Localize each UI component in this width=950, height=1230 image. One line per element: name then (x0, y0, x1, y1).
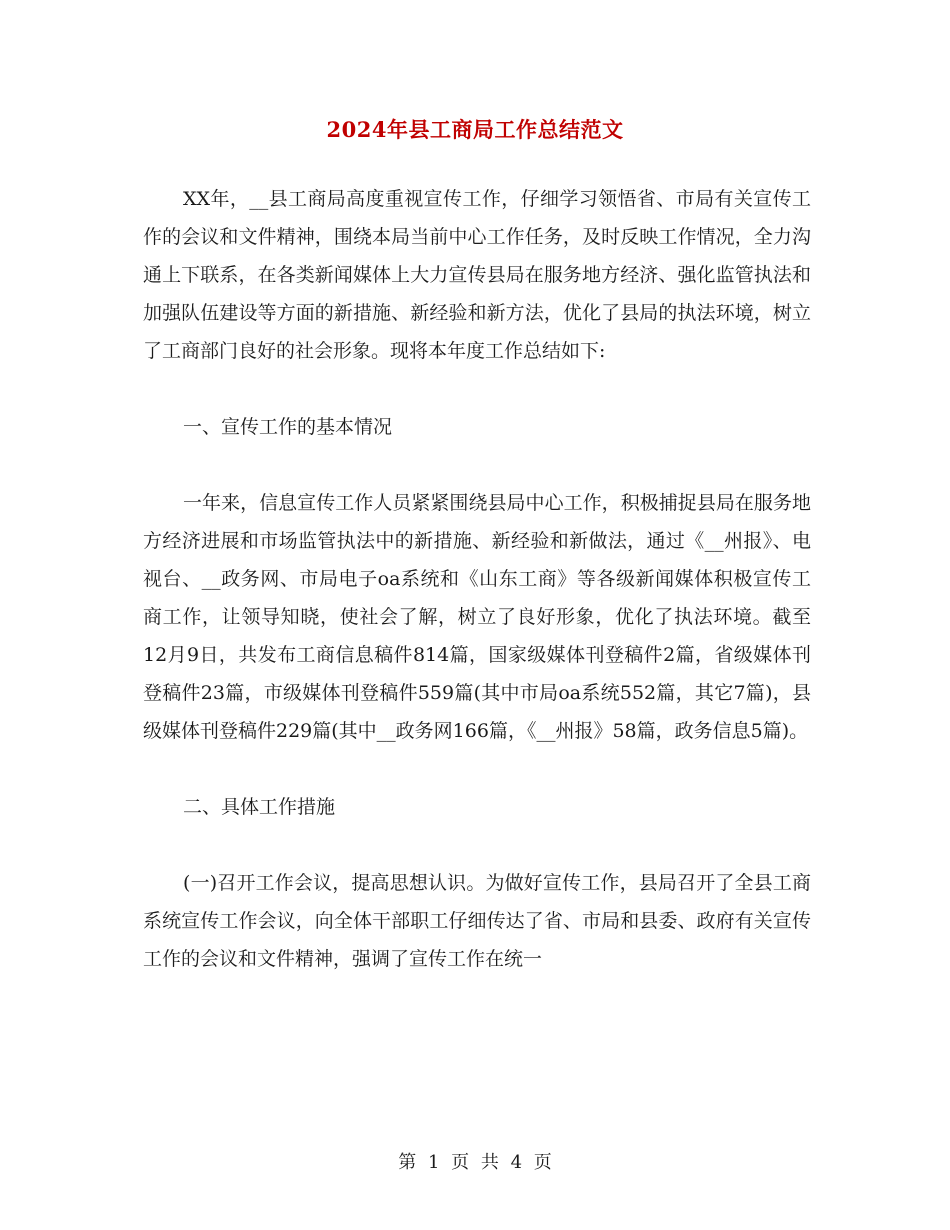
section-heading-2: 二、具体工作措施 (183, 796, 336, 818)
page-indicator: 第 1 页 共 4 页 (398, 1152, 552, 1173)
paragraph-intro: XX年，__县工商局高度重视宣传工作，仔细学习领悟省、市局有关宣传工作的会议和文件精神，围绕本局当前中心工作任务，及时反映工作情况，全力沟通上下联系，在各类新闻媒体上大力宣传县局在服务地方经济、强化监管执法和加强队伍建设等方面的新措施、新经验和新方法，优化了县局的执法环境，树立了工商部门良好的社会形象。现将本年度工作总结如下: (143, 188, 811, 362)
paragraph-measure-1: (一)召开工作会议，提高思想认识。为做好宣传工作，县局召开了全县工商系统宣传工作会议，向全体干部职工仔细传达了省、市局和县委、政府有关宣传工作的会议和文件精神，强调了宣传工作在统一 (143, 872, 811, 970)
document-title: 2024年县工商局工作总结范文 (326, 117, 624, 142)
section-heading-1: 一、宣传工作的基本情况 (183, 416, 393, 438)
document-body (143, 180, 811, 978)
paragraph-basic-situation: 一年来，信息宣传工作人员紧紧围绕县局中心工作，积极捕捉县局在服务地方经济进展和市场监管执法中的新措施、新经验和新做法，通过《__州报》、电视台、__政务网、市局电子oa系统和《山东工商》等各级新闻媒体积极宣传工商工作，让领导知晓，使社会了解，树立了良好形象，优化了执法环境。截至12月9日，共发布工商信息稿件814篇，国家级媒体刊登稿件2篇，省级媒体刊登稿件23篇，市级媒体刊登稿件559篇(其中市局oa系统552篇，其它7篇)，县级媒体刊登稿件229篇(其中__政务网166篇，《__州报》58篇，政务信息5篇)。 (143, 492, 811, 742)
